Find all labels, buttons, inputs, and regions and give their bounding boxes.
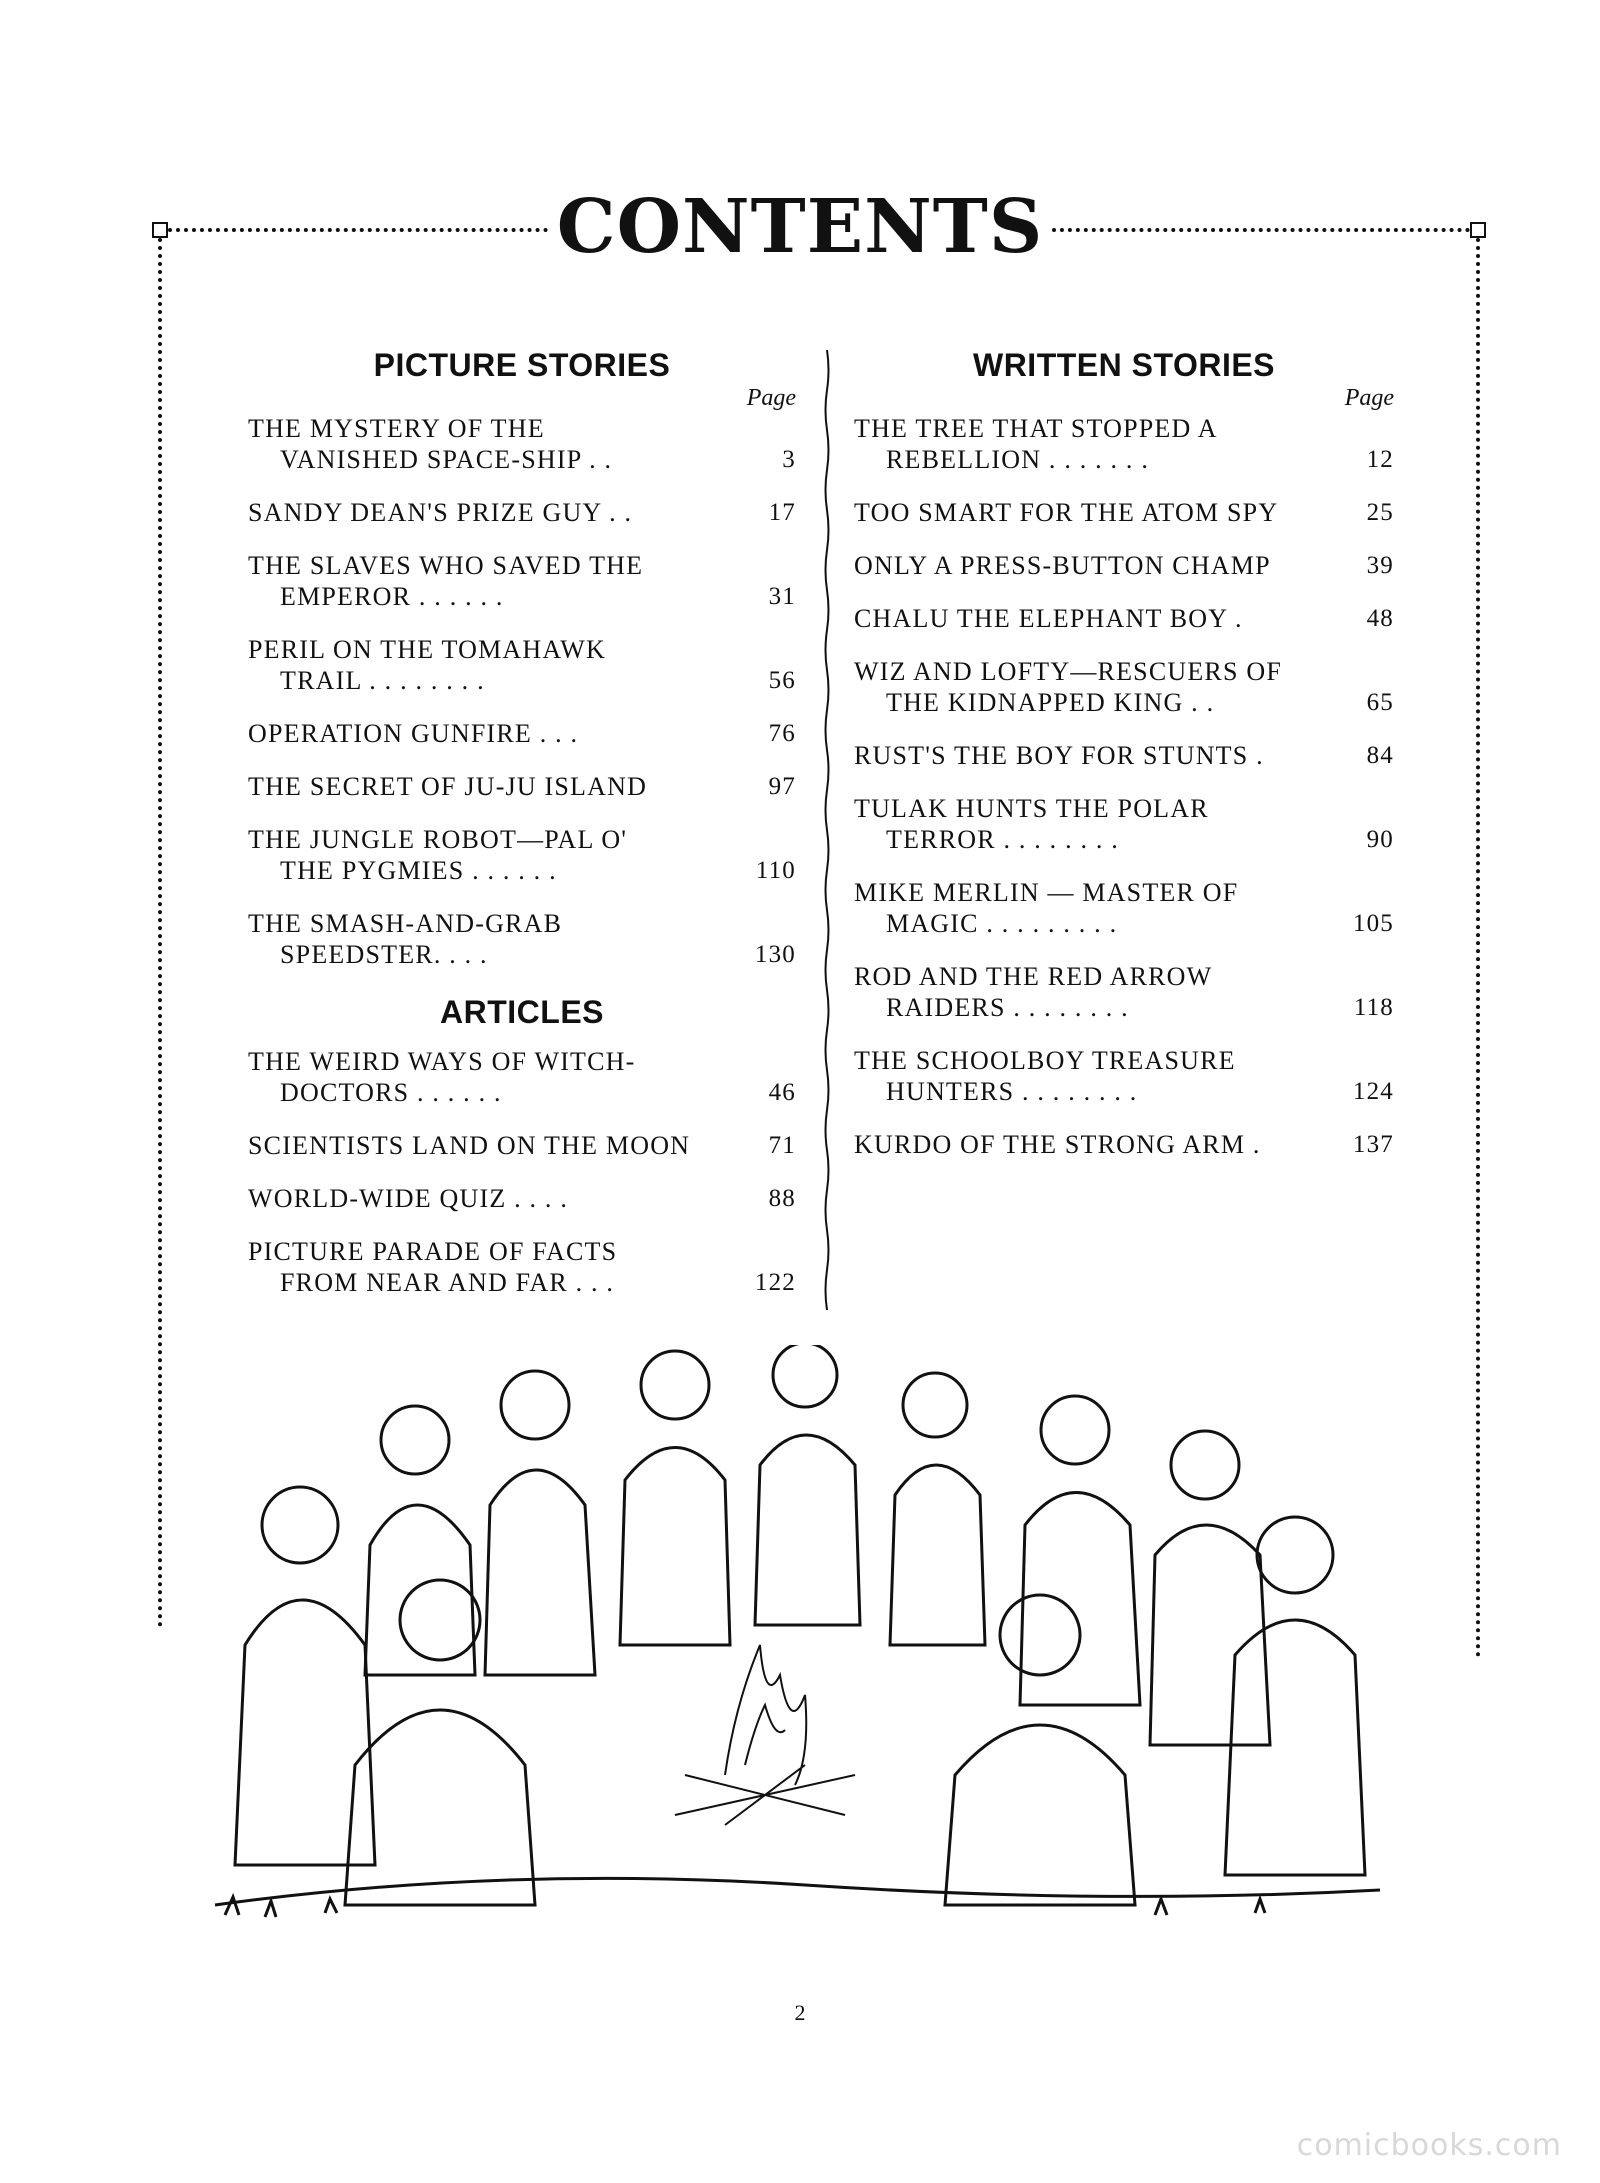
entry-page-number: 97 <box>768 773 796 800</box>
entry-title <box>854 1129 1342 1160</box>
contents-entry <box>854 961 1394 1023</box>
entry-title-line: ONLY A PRESS-BUTTON CHAMP <box>854 551 1271 580</box>
contents-entry <box>248 718 796 749</box>
entry-title <box>248 1236 744 1298</box>
entry-page-number: 56 <box>768 667 796 694</box>
entry-page-number: 105 <box>1352 910 1394 937</box>
entry-title-line: KURDO OF THE STRONG ARM . <box>854 1130 1261 1159</box>
entry-title-line: THE WEIRD WAYS OF WITCH- <box>248 1047 636 1076</box>
entry-page-number: 130 <box>754 941 796 968</box>
entry-page-number: 25 <box>1366 499 1394 526</box>
contents-entry <box>854 1045 1394 1107</box>
entry-title-line: DOCTORS . . . . . . <box>280 1078 502 1107</box>
contents-entry <box>248 550 796 612</box>
contents-entry <box>854 1129 1394 1160</box>
contents-entry <box>248 908 796 970</box>
entry-title-line: SANDY DEAN'S PRIZE GUY . . <box>248 498 633 527</box>
entry-title-line: THE SMASH-AND-GRAB <box>248 909 563 938</box>
figure-group <box>235 1345 1365 1905</box>
entry-title <box>248 634 744 696</box>
entry-page-number: 90 <box>1366 826 1394 853</box>
entry-title-line: THE KIDNAPPED KING . . <box>886 688 1215 717</box>
column-divider <box>824 350 830 1310</box>
entry-page-number: 76 <box>768 720 796 747</box>
picture-stories-list <box>248 413 796 970</box>
contents-entry <box>248 1236 796 1298</box>
left-column <box>248 345 796 1320</box>
entry-title <box>248 1183 744 1214</box>
entry-title-line: THE JUNGLE ROBOT—PAL O' <box>248 825 628 854</box>
entry-title <box>854 793 1342 855</box>
entry-page-number: 39 <box>1366 552 1394 579</box>
entry-page-number: 17 <box>768 499 796 526</box>
entry-title-line: OPERATION GUNFIRE . . . <box>248 719 579 748</box>
entry-title <box>248 1046 744 1108</box>
entry-page-number: 118 <box>1353 994 1394 1021</box>
entry-title <box>248 718 744 749</box>
contents-entry <box>248 771 796 802</box>
entry-title-line: TULAK HUNTS THE POLAR <box>854 794 1209 823</box>
picture-stories-heading: PICTURE STORIES <box>373 347 671 383</box>
contents-entry <box>248 1183 796 1214</box>
entry-page-number: 31 <box>768 583 796 610</box>
entry-title <box>854 413 1342 475</box>
contents-entry <box>248 413 796 475</box>
contents-entry <box>248 824 796 886</box>
entry-title-line: HUNTERS . . . . . . . . <box>886 1077 1138 1106</box>
entry-title-line: TOO SMART FOR THE ATOM SPY <box>854 498 1279 527</box>
contents-entry <box>854 740 1394 771</box>
entry-page-number: 124 <box>1352 1078 1394 1105</box>
entry-page-number: 137 <box>1352 1131 1394 1158</box>
entry-title-line: THE PYGMIES . . . . . . <box>280 856 557 885</box>
entry-title-line: THE SLAVES WHO SAVED THE <box>248 551 644 580</box>
entry-title-line: RUST'S THE BOY FOR STUNTS . <box>854 741 1264 770</box>
contents-entry <box>248 497 796 528</box>
page-number: 2 <box>794 2000 806 2025</box>
entry-title-line: WORLD-WIDE QUIZ . . . . <box>248 1184 569 1213</box>
written-stories-heading: WRITTEN STORIES <box>972 347 1276 383</box>
entry-title <box>854 497 1342 528</box>
entry-page-number: 88 <box>768 1185 796 1212</box>
entry-page-number: 110 <box>755 857 796 884</box>
contents-entry <box>854 603 1394 634</box>
entry-title <box>248 1130 744 1161</box>
entry-page-number: 12 <box>1366 446 1394 473</box>
entry-page-number: 3 <box>782 446 796 473</box>
campfire-illustration <box>205 1345 1390 1925</box>
entry-title <box>248 550 744 612</box>
entry-title <box>854 550 1342 581</box>
entry-title <box>248 908 744 970</box>
contents-entry <box>248 634 796 696</box>
entry-title-line: VANISHED SPACE-SHIP . . <box>280 445 613 474</box>
contents-entry <box>854 656 1394 718</box>
articles-list <box>248 1046 796 1298</box>
entry-title-line: EMPEROR . . . . . . <box>280 582 504 611</box>
entry-title <box>854 740 1342 771</box>
entry-title-line: ROD AND THE RED ARROW <box>854 962 1213 991</box>
entry-page-number: 48 <box>1366 605 1394 632</box>
entry-title-line: RAIDERS . . . . . . . . <box>886 993 1129 1022</box>
entry-title-line: PERIL ON THE TOMAHAWK <box>248 635 606 664</box>
entry-title <box>248 497 744 528</box>
page-column-heading: Page <box>746 385 796 411</box>
entry-title <box>854 656 1342 718</box>
entry-title-line: THE MYSTERY OF THE <box>248 414 545 443</box>
entry-title-line: THE SCHOOLBOY TREASURE <box>854 1046 1236 1075</box>
contents-entry <box>854 413 1394 475</box>
entry-title <box>854 877 1342 939</box>
entry-title-line: SPEEDSTER. . . . <box>280 940 488 969</box>
entry-title-line: MAGIC . . . . . . . . . <box>886 909 1118 938</box>
entry-title-line: FROM NEAR AND FAR . . . <box>280 1268 615 1297</box>
page-column-heading: Page <box>1344 385 1394 411</box>
watermark: comicbooks.com <box>1296 2128 1562 2163</box>
contents-entry <box>854 877 1394 939</box>
entry-title-line: THE TREE THAT STOPPED A <box>854 414 1218 443</box>
entry-title <box>248 824 744 886</box>
entry-title-line: REBELLION . . . . . . . <box>886 445 1150 474</box>
right-column <box>854 345 1394 1182</box>
entry-title-line: TRAIL . . . . . . . . <box>280 666 485 695</box>
contents-entry <box>854 497 1394 528</box>
contents-entry <box>854 793 1394 855</box>
contents-entry <box>854 550 1394 581</box>
entry-page-number: 46 <box>768 1079 796 1106</box>
entry-title-line: PICTURE PARADE OF FACTS <box>248 1237 618 1266</box>
entry-page-number: 84 <box>1366 742 1394 769</box>
entry-title <box>248 771 744 802</box>
written-stories-list <box>854 413 1394 1160</box>
entry-page-number: 71 <box>768 1132 796 1159</box>
entry-title-line: MIKE MERLIN — MASTER OF <box>854 878 1239 907</box>
entry-title-line: WIZ AND LOFTY—RESCUERS OF <box>854 657 1282 686</box>
entry-page-number: 122 <box>754 1269 796 1296</box>
contents-entry <box>248 1130 796 1161</box>
frame-right-rule <box>1476 238 1480 1658</box>
entry-title-line: CHALU THE ELEPHANT BOY . <box>854 604 1243 633</box>
entry-title <box>854 603 1342 634</box>
campfire <box>675 1645 855 1825</box>
frame-left-rule <box>158 238 162 1628</box>
entry-title <box>854 961 1342 1023</box>
entry-title <box>854 1045 1342 1107</box>
articles-heading: ARTICLES <box>440 994 604 1030</box>
entry-page-number: 65 <box>1366 689 1394 716</box>
contents-entry <box>248 1046 796 1108</box>
entry-title <box>248 413 744 475</box>
page-title: CONTENTS <box>0 186 1600 268</box>
entry-title-line: TERROR . . . . . . . . <box>886 825 1119 854</box>
entry-title-line: SCIENTISTS LAND ON THE MOON <box>248 1131 691 1160</box>
entry-title-line: THE SECRET OF JU-JU ISLAND <box>248 772 648 801</box>
